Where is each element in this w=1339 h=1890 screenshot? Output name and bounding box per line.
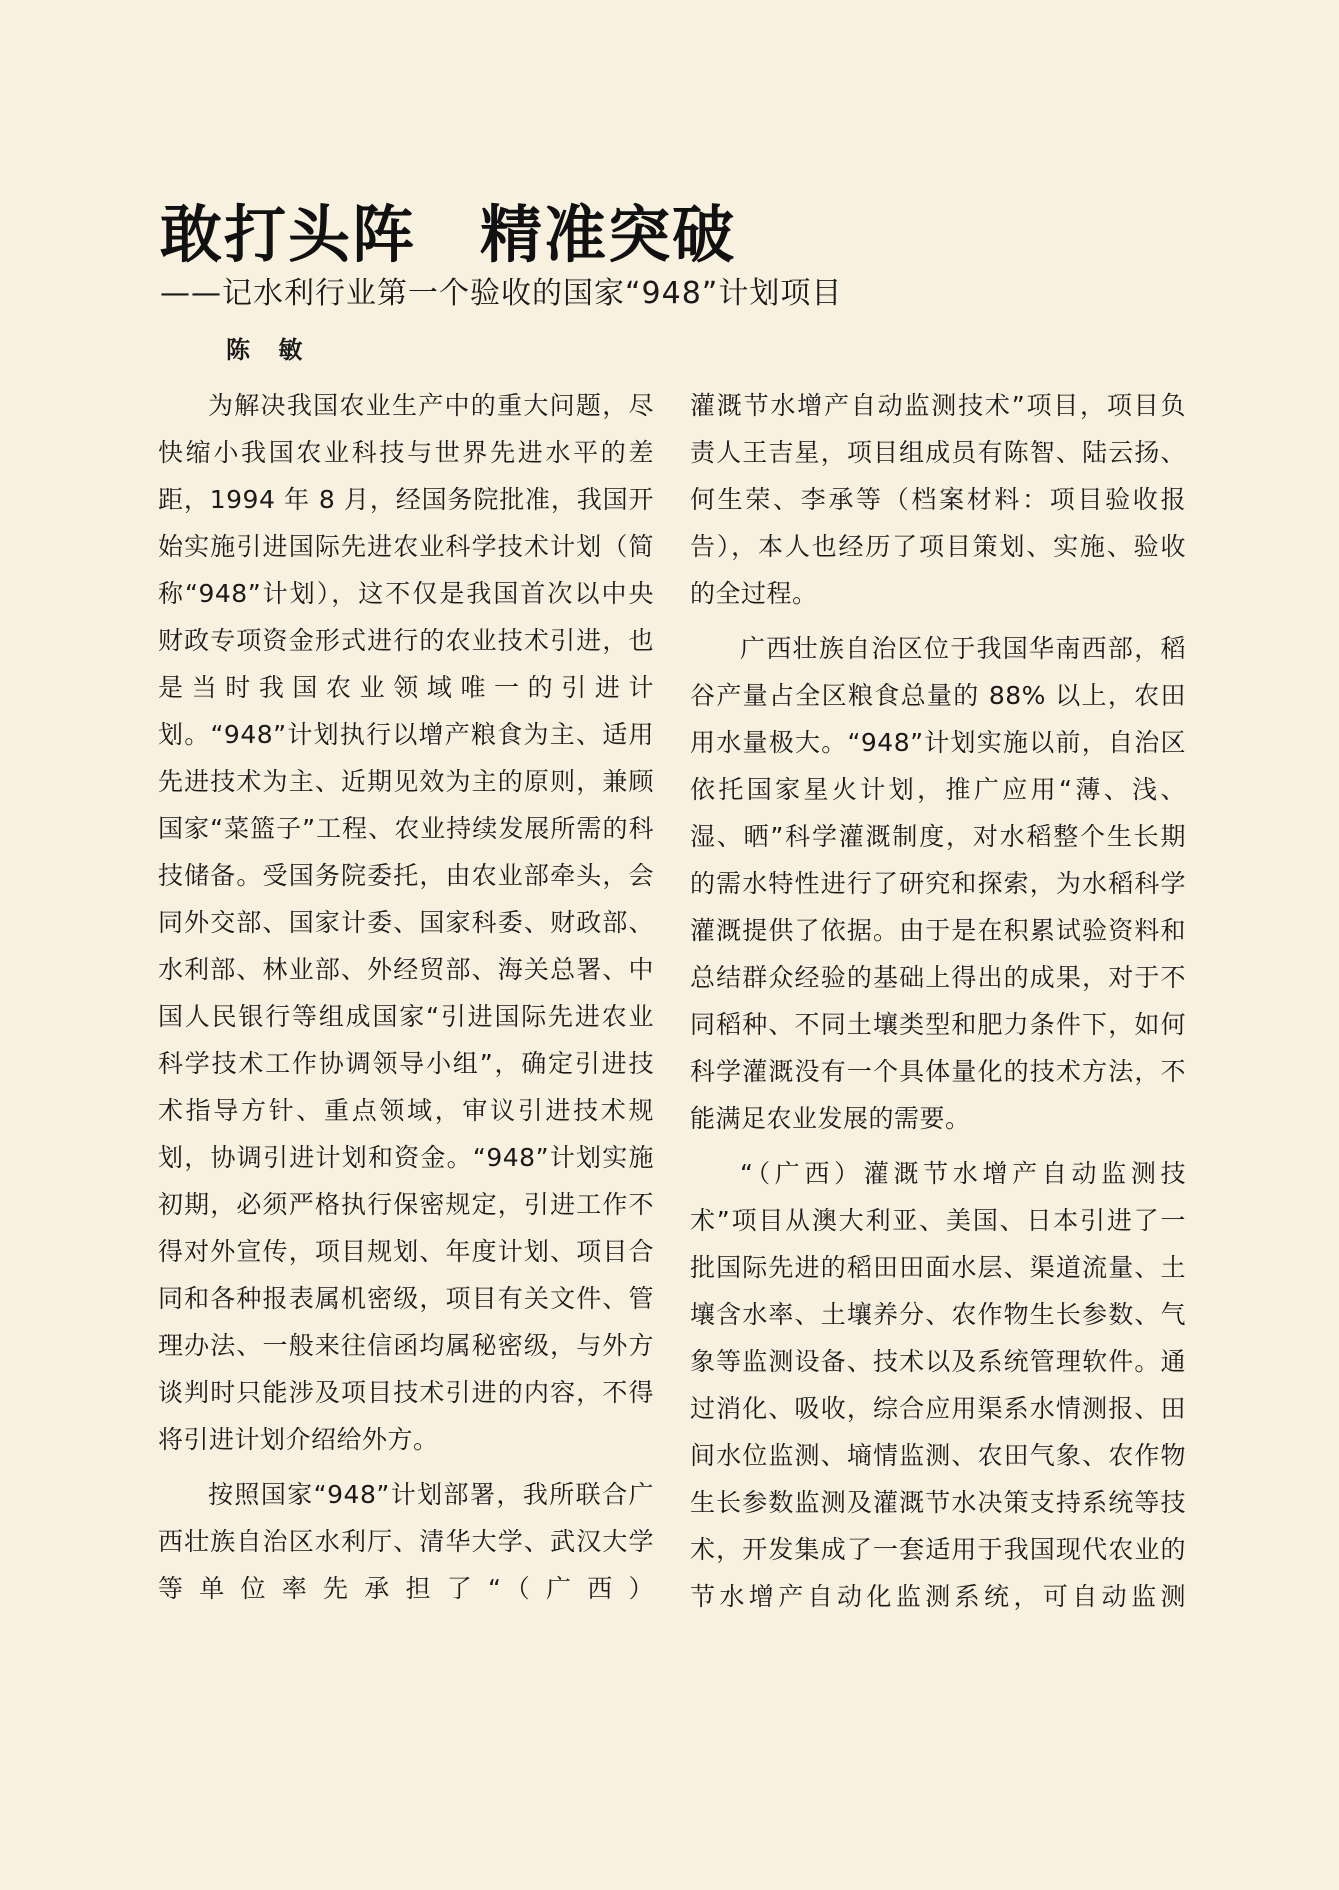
right-paragraph-3: “（广西）灌溉节水增产自动监测技术”项目从澳大利亚、美国、日本引进了一批国际先进的稻田田面水层、渠道流量、土壤含水率、土壤养分、农作物生长参数、气象等监测设备、技术以及系统管理软件。通过消化、吸收，综合应用渠系水情测报、田间水位监测、墒情监测、农田气象、农作物生长参数监测及灌溉节水决策支持系统等技术，开发集成了一套适用于我国现代农业的节水增产自动化监测系统，可自动监测 xyxy=(690,1159,1186,1611)
right-column xyxy=(690,382,1186,1620)
right-paragraph-2: 广西壮族自治区位于我国华南西部，稻谷产量占全区粮食总量的 88% 以上，农田用水量极大。“948”计划实施以前，自治区依托国家星火计划，推广应用“薄、浅、湿、晒”科学灌溉制度，对水稻整个生长期的需水特性进行了研究和探索，为水稻科学灌溉提供了依据。由于是在积累试验资料和总结群众经验的基础上得出的成果，对于不同稻种、不同土壤类型和肥力条件下，如何科学灌溉没有一个具体量化的技术方法，不能满足农业发展的需要。 xyxy=(690,634,1186,1133)
article-title: 敢打头阵 精准突破 xyxy=(160,198,737,271)
left-paragraph-1: 为解决我国农业生产中的重大问题，尽快缩小我国农业科技与世界先进水平的差距，1994 年 8 月，经国务院批准，我国开始实施引进国际先进农业科学技术计划（简称“948”计划），这不仅是我国首次以中央财政专项资金形式进行的农业技术引进，也是当时我国农业领域唯一的引进计划。“948”计划执行以增产粮食为主、适用先进技术为主、近期见效为主的原则，兼顾国家“菜篮子”工程、农业持续发展所需的科技储备。受国务院委托，由农业部牵头，会同外交部、国家计委、国家科委、财政部、水利部、林业部、外经贸部、海关总署、中国人民银行等组成国家“引进国际先进农业科学技术工作协调领导小组”，确定引进技术指导方针、重点领域，审议引进技术规划，协调引进计划和资金。“948”计划实施初期，必须严格执行保密规定，引进工作不得对外宣传，项目规划、年度计划、项目合同和各种报表属机密级，项目有关文件、管理办法、一般来往信函均属秘密级，与外方谈判时只能涉及项目技术引进的内容，不得将引进计划介绍给外方。 xyxy=(158,391,654,1454)
right-paragraph-1: 灌溉节水增产自动监测技术”项目，项目负责人王吉星，项目组成员有陈智、陆云扬、何生荣、李承等（档案材料：项目验收报告），本人也经历了项目策划、实施、验收的全过程。 xyxy=(690,391,1186,608)
article-author: 陈 敏 xyxy=(226,335,313,364)
article-subtitle: ——记水利行业第一个验收的国家“948”计划项目 xyxy=(160,276,843,311)
left-paragraph-2: 按照国家“948”计划部署，我所联合广西壮族自治区水利厅、清华大学、武汉大学等单位率先承担了“（广西） xyxy=(158,1480,654,1603)
left-column xyxy=(158,382,654,1612)
